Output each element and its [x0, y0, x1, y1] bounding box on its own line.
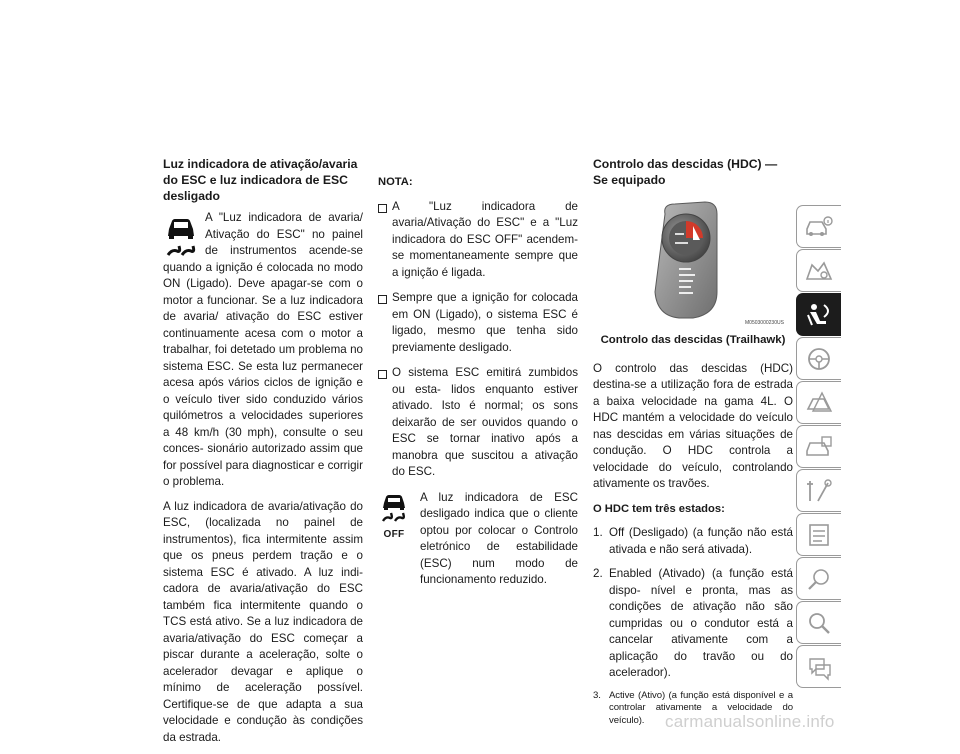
list-item: 2. Enabled (Ativado) (a função está dispo- nível e pronta, mas as condições de ativação não são cumpridas ou o condutor está a cancelar ativamente com a aplicação do travão ou do acelerador).	[593, 567, 793, 679]
steering-wheel-icon	[804, 345, 834, 373]
checklist-icon	[804, 521, 834, 549]
tab-hazard[interactable]	[796, 381, 841, 424]
airbag-safety-icon	[804, 301, 834, 329]
dashboard-icon	[804, 257, 834, 285]
hazard-icon	[804, 389, 834, 417]
note-item: Sempre que a ignição for colocada em ON (Ligado), o sistema ESC é ligado, mesmo que tenha sido previamente desligado.	[378, 290, 578, 356]
tab-language[interactable]	[796, 645, 841, 688]
svg-text:M0503000230US: M0503000230US	[745, 320, 784, 326]
chapter-tabs	[796, 205, 842, 689]
checkbox-bullet-icon	[378, 370, 387, 379]
list-item: 1. Off (Desligado) (a função não está ativada e não será ativada).	[593, 526, 793, 556]
service-icon	[804, 433, 834, 461]
tab-tools[interactable]	[796, 469, 841, 512]
esc-paragraph-1-text: A "Luz indicadora de avaria/ Ativação do ESC" no painel de instrumentos acende-se quando a ignição é colocada no modo ON (Ligado). Deve apagar-se com o motor a funcionar. Se a luz indicadora de avaria/ ativação do ESC estiver continuamente acesa com o motor a trabalhar, foi detetado um problema no sistema ESC. Se esta luz permanecer acesa após vários ciclos de ignição e o veículo tiver sido conduzido vários quilómetros a velocidades superiores a 48 km/h (30 mph), consulte o seu conces- sionário autorizado assim que for possível para diagnosticar e corrigir o problema.	[163, 211, 363, 488]
tab-dashboard[interactable]	[796, 249, 841, 292]
esc-skid-car-icon	[163, 213, 199, 259]
note-item: O sistema ESC emitirá zumbidos ou esta- lidos enquanto estiver ativado. Isto é normal; os sons deixarão de ser ouvidos quando o ESC se tornar inativo após a manobra que suscitou a ativação do ESC.	[378, 365, 578, 481]
checkbox-bullet-icon	[378, 204, 387, 213]
hdc-states-heading: O HDC tem três estados:	[593, 502, 725, 515]
esc-paragraph-1	[163, 210, 363, 491]
tools-icon	[804, 477, 834, 505]
hdc-paragraph-1: O controlo das descidas (HDC) destina-se a utilização fora de estrada a baixa velocidade na gama 4L. O HDC mantém a velocidade do veículo nas descidas em várias situações de condução. O HDC controla a velocidade do veículo, controlando ativamente os travões.	[593, 361, 793, 490]
tab-steering[interactable]	[796, 337, 841, 380]
column-right	[593, 156, 793, 735]
esc-paragraph-2: A luz indicadora de avaria/ativação do ESC, (localizada no painel de instrumentos), fica intermitente assim que os pneus perdem tração e o sistema ESC é ativado. A luz indi- cadora de avaria/ativação do ESC também fica intermitente quando o TCS está ativo. Se a luz indicadora de avaria/ativação do ESC começar a piscar durante a aceleração, solte o acelerador devagar e aplique o mínimo de aceleração possível. Certifique-se de que adapta a sua velocidade e condução às condições da estrada.	[163, 499, 363, 744]
car-info-icon	[804, 213, 834, 241]
wrench-gear-icon	[804, 565, 834, 593]
tab-maintenance[interactable]	[796, 557, 841, 600]
tab-airbag-safety[interactable]	[796, 293, 841, 336]
tab-service[interactable]	[796, 425, 841, 468]
tab-index[interactable]	[796, 601, 841, 644]
checkbox-bullet-icon	[378, 295, 387, 304]
esc-off-indicator	[378, 490, 410, 589]
off-label: OFF	[383, 529, 405, 540]
watermark: carmanualsonline.info	[665, 712, 835, 731]
hdc-switch-panel-image	[593, 196, 793, 328]
column-middle	[378, 156, 578, 589]
tab-car-info[interactable]	[796, 205, 841, 248]
tab-checklist[interactable]	[796, 513, 841, 556]
note-heading: NOTA:	[378, 176, 413, 188]
esc-off-paragraph	[378, 490, 578, 589]
section-heading-esc: Luz indicadora de ativação/avaria do ESC e luz indicadora de ESC desligado	[163, 157, 358, 203]
esc-off-text: A luz indicadora de ESC desligado indica que o cliente optou por colocar o Controlo eletrónico de estabilidade (ESC) num modo de funcionamento reduzido.	[420, 490, 578, 586]
figure-caption: Controlo das descidas (Trailhawk)	[600, 334, 786, 346]
note-item: A "Luz indicadora de avaria/Ativação do ESC" e a "Luz indicadora do ESC OFF" acendem-se momentaneamente sempre que a ignição é ligada.	[378, 199, 578, 282]
section-heading-hdc: Controlo das descidas (HDC) — Se equipado	[593, 157, 778, 187]
hdc-figure	[593, 196, 793, 328]
list-item: 3. Active (Ativo) (a função está disponível e a controlar ativamente a velocidade do veículo).	[593, 689, 793, 726]
column-left	[163, 156, 363, 754]
magnifier-icon	[804, 609, 834, 637]
language-icon	[804, 653, 834, 681]
esc-off-car-icon	[378, 492, 410, 522]
